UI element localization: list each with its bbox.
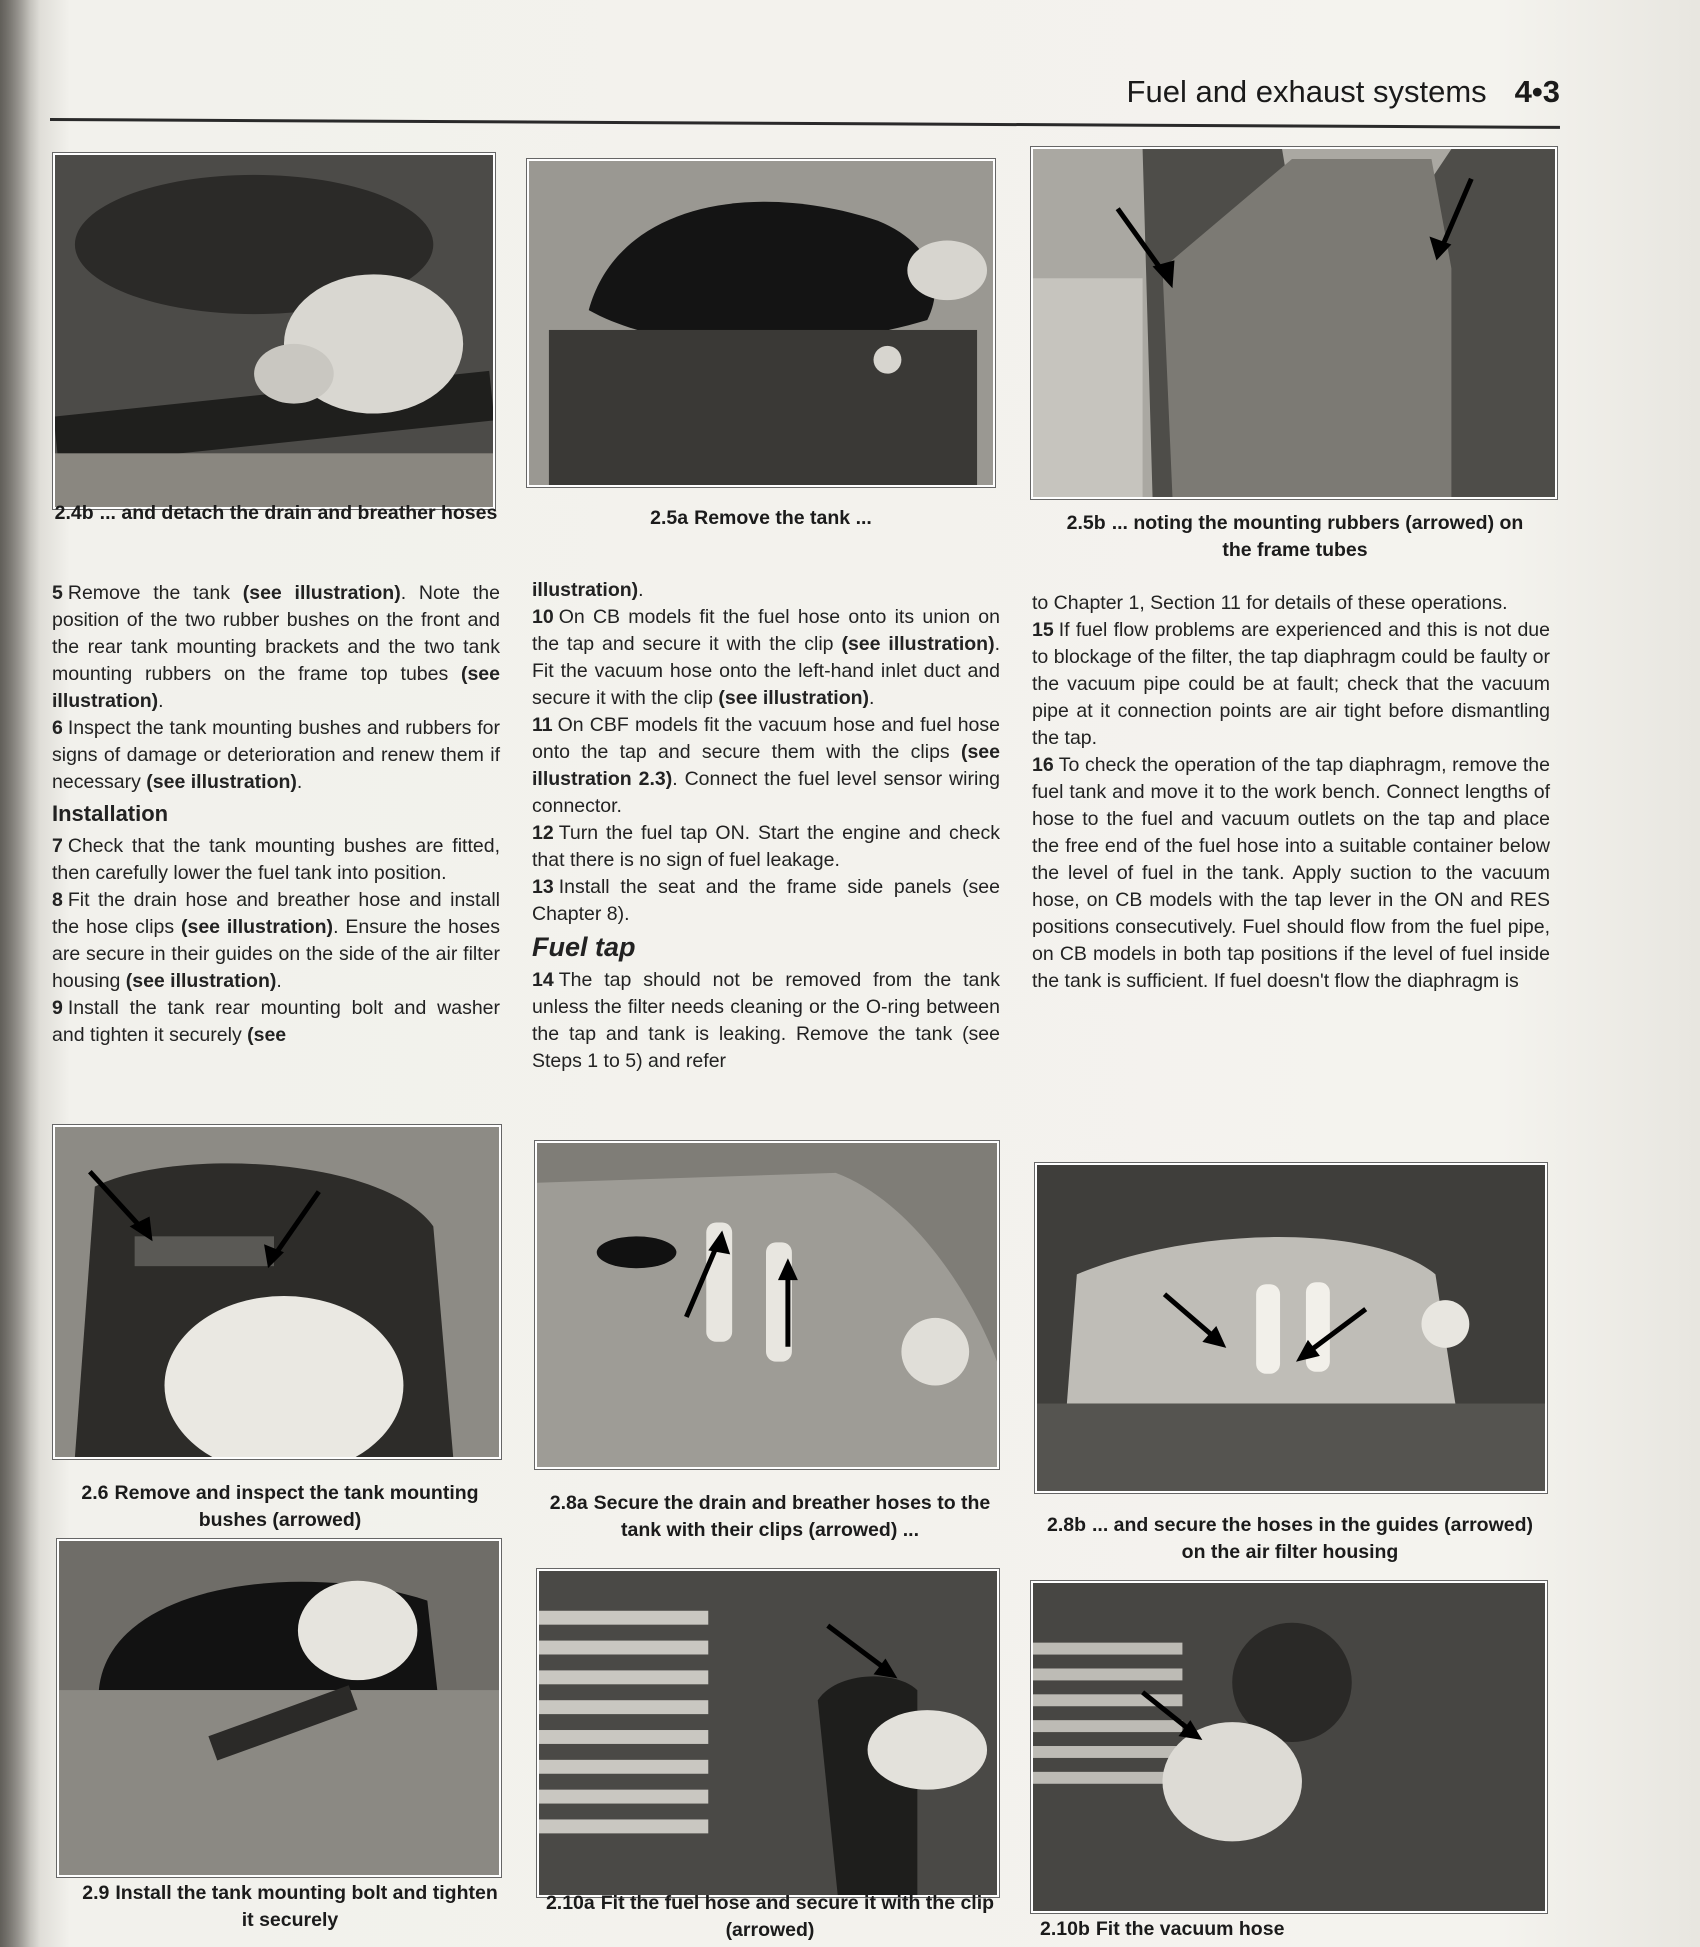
page-header: [1000, 50, 1560, 110]
step-10-ref-2: (see illustration): [718, 687, 870, 709]
figure-2-10a-caption: [540, 1890, 1000, 1944]
figure-2-9-caption: [80, 1880, 500, 1934]
step-5-text-3: .: [158, 690, 164, 712]
step-10-text-3: .: [869, 687, 875, 709]
text-column-1: [52, 580, 500, 1049]
fuel-tap-heading: Fuel tap: [532, 932, 636, 962]
figure-2-10b-photo: [1030, 1580, 1548, 1914]
step-6-text-2: .: [296, 771, 303, 793]
step-12-text-1: Turn the fuel tap ON. Start the engine and check that there is no sign of fuel leakage.: [532, 822, 1000, 871]
step-8-text-3: .: [276, 970, 282, 992]
figure-2-5a-number: 2.5a: [650, 507, 689, 529]
step-16: [1032, 752, 1550, 995]
step-5-ref-2: (see illustration): [52, 663, 500, 712]
figure-2-10b-number: 2.10b: [1040, 1918, 1090, 1940]
step-6-number: 6: [52, 717, 63, 739]
step-5-ref-1: (see illustration): [242, 582, 401, 604]
figure-2-5b-photo: [1030, 146, 1558, 500]
figure-2-10a-text: Fit the fuel hose and secure it with the clip (arrowed): [600, 1892, 995, 1941]
step-16-text-1: To check the operation of the tap diaphragm, remove the fuel tank and move it to the work bench. Connect lengths of hose to the fuel and vacuum outlets on the tap and place the free end of the fuel hose into a suitable container below the level of fuel in the tank. Apply suction to the vacuum hose, on CB models with the tap lever in the ON and RES positions consecutively. Fuel should flow from the fuel pipe, on CB models in both tap positions if the level of fuel inside the tank is sufficient. If fuel doesn't flow the diaphragm is: [1032, 754, 1550, 992]
figure-2-10a-image: [539, 1571, 997, 1895]
figure-2-6-number: 2.6: [81, 1482, 109, 1504]
step-11-text-1: On CBF models fit the vacuum hose and fuel hose onto the tap and secure them with the clips: [532, 714, 1000, 763]
figure-2-5a-caption: [526, 505, 996, 532]
step-10-text-2: . Fit the vacuum hose onto the left-hand inlet duct and secure it with the clip: [532, 633, 1000, 709]
step-14-continued: [1032, 590, 1550, 617]
figure-2-6-text: Remove and inspect the tank mounting bushes (arrowed): [114, 1482, 479, 1531]
figure-2-8b-text: ... and secure the hoses in the guides (arrowed) on the air filter housing: [1092, 1514, 1534, 1563]
step-8-ref-2: (see illustration): [125, 970, 277, 992]
figure-2-6-caption: [70, 1480, 490, 1534]
step-8-number: 8: [52, 889, 63, 911]
step-5: [52, 580, 500, 715]
step-9-text-1: Install the tank rear mounting bolt and washer and tighten it securely: [52, 997, 500, 1046]
figure-2-9-image: [59, 1541, 499, 1875]
figure-2-8b-image: [1037, 1165, 1545, 1491]
page-number: 4•3: [1514, 74, 1560, 109]
figure-2-4b-text: ... and detach the drain and breather hoses: [99, 502, 498, 524]
figure-2-6-photo: [52, 1124, 502, 1460]
step-9-ref-1: (see: [247, 1024, 287, 1046]
step-13: [532, 874, 1000, 928]
figure-2-8a-caption: [530, 1490, 1010, 1544]
step-9-continued: [532, 577, 1000, 604]
figure-2-10b-caption: [1040, 1916, 1540, 1944]
step-8-text-2: . Ensure the hoses are secure in their guides on the side of the air filter housing: [52, 916, 500, 992]
step-8: [52, 887, 500, 995]
figure-2-5a-text: Remove the tank ...: [694, 507, 872, 529]
figure-2-4b-photo: [52, 152, 496, 510]
figure-2-9-text: Install the tank mounting bolt and tighten it securely: [115, 1882, 498, 1931]
figure-2-4b-caption: [46, 500, 506, 527]
figure-2-5b-text: ... noting the mounting rubbers (arrowed) on the frame tubes: [1111, 512, 1524, 561]
step-11-number: 11: [532, 714, 553, 736]
figure-2-8b-caption: [1040, 1512, 1540, 1566]
step-16-number: 16: [1032, 754, 1054, 776]
step-5-text-1: Remove the tank: [67, 582, 243, 604]
figure-2-10a-number: 2.10a: [545, 1892, 595, 1914]
step-9: [52, 995, 500, 1049]
figure-2-4b-number: 2.4b: [54, 502, 94, 524]
step-5-text-2: . Note the position of the two rubber bushes on the front and the rear tank mounting brackets and the two tank mounting rubbers on the frame top tubes: [52, 582, 500, 685]
text-column-3: [1032, 590, 1550, 995]
step-6-ref-1: (see illustration): [146, 771, 297, 793]
figure-2-5b-number: 2.5b: [1066, 512, 1106, 534]
step-10: [532, 604, 1000, 712]
step-8-ref-1: (see illustration): [181, 916, 334, 938]
step-6-text-1: Inspect the tank mounting bushes and rubbers for signs of damage or deterioration and renew them if necessary: [52, 717, 500, 793]
figure-2-8b-photo: [1034, 1162, 1548, 1494]
step-10-number: 10: [532, 606, 554, 628]
step-8-text-1: Fit the drain hose and breather hose and install the hose clips: [52, 889, 500, 938]
figure-2-9-photo: [56, 1538, 502, 1878]
step-10-text-1: On CB models fit the fuel hose onto its union on the tap and secure it with the clip: [532, 606, 1000, 655]
step-7-text-1: Check that the tank mounting bushes are fitted, then carefully lower the fuel tank into position.: [52, 835, 500, 884]
step-15: [1032, 617, 1550, 752]
figure-2-8a-image: [537, 1143, 997, 1467]
step-12-number: 12: [532, 822, 554, 844]
figure-2-9-number: 2.9: [82, 1882, 110, 1904]
step-10-ref-1: (see illustration): [841, 633, 995, 655]
figure-2-8a-text: Secure the drain and breather hoses to the tank with their clips (arrowed) ...: [593, 1492, 991, 1541]
step-13-text-1: Install the seat and the frame side panels (see Chapter 8).: [532, 876, 1000, 925]
figure-2-10a-photo: [536, 1568, 1000, 1898]
text-column-2: [532, 577, 1000, 1075]
figure-2-6-image: [55, 1127, 499, 1457]
figure-2-8a-number: 2.8a: [549, 1492, 588, 1514]
page-binding-shadow: [0, 0, 40, 1947]
step-7-number: 7: [52, 835, 63, 857]
step-11-ref-1: (see illustration 2.3): [532, 741, 1000, 790]
step-9-number: 9: [52, 997, 63, 1019]
step-14-continued-text: to Chapter 1, Section 11 for details of these operations.: [1032, 592, 1508, 614]
step-11-text-2: . Connect the fuel level sensor wiring connector.: [532, 768, 1000, 817]
step-12: [532, 820, 1000, 874]
figure-2-4b-image: [55, 155, 493, 507]
step-14: [532, 967, 1000, 1075]
step-6: [52, 715, 500, 796]
step-9-continued-ref: illustration): [532, 579, 639, 601]
step-11: [532, 712, 1000, 820]
figure-2-8a-photo: [534, 1140, 1000, 1470]
figure-2-5b-caption: [1050, 510, 1540, 564]
step-15-text-1: If fuel flow problems are experienced and this is not due to blockage of the filter, the tap diaphragm could be faulty or the vacuum pipe could be at fault; check that the vacuum pipe at it connection points are air tight before dismantling the tap.: [1032, 619, 1550, 749]
section-title: Fuel and exhaust systems: [1126, 74, 1487, 109]
step-9-continued-text: .: [638, 579, 644, 601]
figure-2-5a-image: [529, 161, 993, 485]
figure-2-10b-image: [1033, 1583, 1545, 1911]
header-rule: [50, 118, 1560, 129]
installation-heading: Installation: [52, 801, 169, 826]
step-14-number: 14: [532, 969, 554, 991]
step-15-number: 15: [1032, 619, 1054, 641]
figure-2-5a-photo: [526, 158, 996, 488]
step-13-number: 13: [532, 876, 554, 898]
step-5-number: 5: [52, 582, 63, 604]
step-14-text-1: The tap should not be removed from the tank unless the filter needs cleaning or the O-ring between the tap and tank is leaking. Remove the tank (see Steps 1 to 5) and refer: [532, 969, 1000, 1072]
figure-2-5b-image: [1033, 149, 1555, 497]
figure-2-10b-text: Fit the vacuum hose: [1095, 1918, 1285, 1940]
step-7: [52, 833, 500, 887]
figure-2-8b-number: 2.8b: [1046, 1514, 1086, 1536]
